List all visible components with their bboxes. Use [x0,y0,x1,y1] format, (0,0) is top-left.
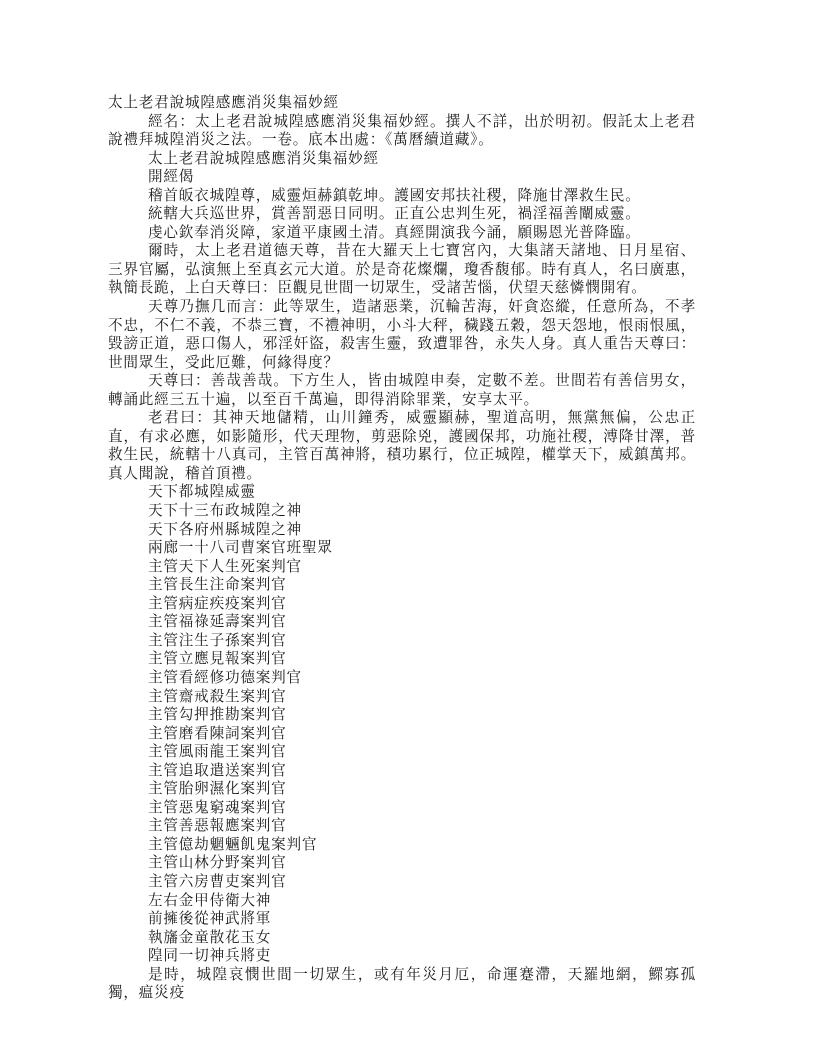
invocation-line: 主管山林分野案判官 [148,854,287,872]
closing-paragraph: 是時，城隍哀憫世間一切眾生，或有年災月厄，命運蹇滯，天羅地網，鰥寡孤獨，瘟災疫 [108,965,696,1002]
invocation-line: 主管注生子孫案判官 [148,631,287,649]
invocation-line: 主管億劫魍魎飢鬼案判官 [148,835,318,853]
invocation-line: 主管長生注命案判官 [148,576,287,594]
invocation-line: 前擁後從神武將軍 [148,910,272,928]
intro-paragraph: 經名：太上老君說城隍感應消災集福妙經。撰人不詳，出於明初。假託太上老君說禮拜城隍消災之法。一卷。底本出處：《萬曆續道藏》。 [108,112,696,149]
body-paragraph: 老君曰：其神天地儲精，山川鐘秀，威靈顯赫，聖道高明，無黨無偏，公忠正直，有求必應，如影隨形，代天理物，剪惡除兇，護國保邦，功施社稷，溥降甘澤，普救生民，統轄十八真司，主管百萬神將，積功累行，位正城隍，權掌天下，威鎮萬邦。真人聞說，稽首頂禮。 [108,409,696,482]
document-title: 太上老君說城隍感應消災集福妙經 [108,94,339,111]
invocation-line: 天下都城隍威靈 [148,483,256,501]
invocation-line: 兩廊一十八司曹案官班聖眾 [148,539,333,557]
invocation-line: 主管天下人生死案判官 [148,557,302,575]
invocation-line: 主管風雨龍王案判官 [148,743,287,761]
invocation-line: 主管磨看陳詞案判官 [148,724,287,742]
gatha-title: 開經偈 [148,168,195,186]
invocation-line: 主管善惡報應案判官 [148,817,287,835]
invocation-line: 主管病症疾疫案判官 [148,594,287,612]
invocation-line: 主管追取遣送案判官 [148,761,287,779]
body-paragraph: 天尊曰：善哉善哉。下方生人，皆由城隍申奏，定數不差。世間若有善信男女，轉誦此經三五十遍，以至百千萬遍，即得消除罪業，安享太平。 [108,372,696,408]
invocation-line: 執旛金童散花玉女 [148,928,272,946]
gatha-line: 虔心欽奉消災障，家道平康國土清。真經開演我今誦，願賜恩光普降臨。 [148,223,641,241]
invocation-line: 主管福祿延壽案判官 [148,613,287,631]
invocation-line: 主管惡鬼窮魂案判官 [148,798,287,816]
invocation-line: 主管齋戒殺生案判官 [148,687,287,705]
gatha-line: 稽首皈衣城隍尊，威靈烜赫鎮乾坤。護國安邦扶社稷，降施甘澤救生民。 [148,186,641,204]
invocation-line: 主管胎卵濕化案判官 [148,780,287,798]
body-paragraph: 爾時，太上老君道德天尊，昔在大羅天上七寶宮內，大集諸天諸地、日月星宿、三界官屬，弘演無上至真玄元大道。於是奇花燦爛，瓊香馥郁。時有真人，名曰廣惠，執簡長跪，上白天尊曰：臣觀見世間一切眾生，受諸苦惱，伏望天慈憐憫開宥。 [108,242,696,297]
invocation-line: 主管看經修功德案判官 [148,668,302,686]
invocation-line: 天下各府州縣城隍之神 [148,520,302,538]
invocation-line: 天下十三布政城隍之神 [148,502,302,520]
body-paragraph: 天尊乃撫几而言：此等眾生，造諸惡業，沉輪苦海，奸貪恣縱，任意所為，不孝不忠，不仁不義，不恭三寶，不禮神明，小斗大秤，穢踐五穀，怨天怨地，恨雨恨風，毀謗正道，惡口傷人，邪淫奸盜，殺害生靈，致遭罪咎，永失人身。真人重告天尊曰：世間眾生，受此厄難，何緣得度？ [108,298,696,371]
gatha-line: 統轄大兵巡世界，賞善罰惡日同明。正直公忠判生死，禍淫福善闡威靈。 [148,205,641,223]
document-page [108,94,696,1003]
invocation-line: 主管勾押推勘案判官 [148,706,287,724]
invocation-line: 左右金甲侍衛大神 [148,891,272,909]
invocation-line: 主管立應見報案判官 [148,650,287,668]
invocation-line: 主管六房曹吏案判官 [148,872,287,890]
invocation-line: 隍同一切神兵將吏 [148,947,272,965]
subtitle: 太上老君說城隍感應消災集福妙經 [148,149,379,167]
